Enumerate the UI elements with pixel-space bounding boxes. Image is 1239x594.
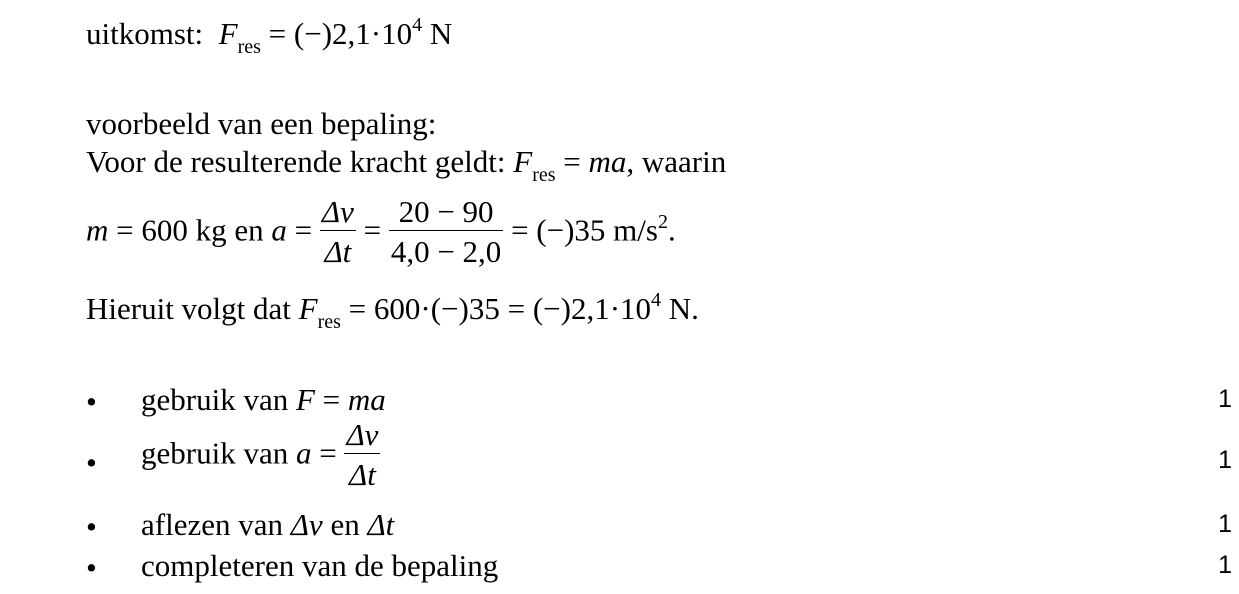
delta-v: Δv: [290, 507, 323, 542]
score-value: 1: [1218, 385, 1232, 413]
criterion-label: gebruik van: [141, 382, 296, 417]
mass-value: = 600 kg en: [108, 212, 272, 248]
unit-exponent: 2: [657, 210, 668, 233]
example-line-2: [86, 144, 727, 186]
fraction-numerator: Δv: [321, 194, 354, 229]
example-heading: [86, 108, 436, 139]
force-calculation: = 600·(−)35 = (−)2,1·10: [340, 291, 652, 326]
criterion-label: aflezen van: [141, 507, 291, 542]
bullet: •: [86, 445, 97, 480]
fraction-numerator: 20 − 90: [389, 196, 503, 231]
list-item: [0, 509, 1239, 549]
bullet: •: [86, 384, 97, 419]
delta-fraction: [320, 196, 356, 267]
connector-text: en: [322, 507, 368, 542]
example-heading-text: voorbeeld van een bepaling:: [86, 106, 437, 141]
force-symbol: F: [218, 16, 238, 51]
fraction-numerator: Δv: [346, 417, 379, 452]
delta-fraction: [344, 419, 380, 490]
example-line-4-text: Hieruit volgt dat: [86, 291, 299, 326]
ma-term: ma: [588, 144, 627, 179]
bullet: •: [86, 509, 97, 544]
equals-sign: =: [355, 212, 389, 248]
force-symbol: F: [295, 382, 315, 417]
force-unit: N.: [661, 291, 699, 326]
criterion-label: gebruik van: [141, 435, 296, 471]
list-item: [0, 384, 1239, 424]
res-subscript: res: [532, 164, 556, 186]
criterion-text: [141, 384, 386, 415]
acceleration-symbol: a: [271, 212, 287, 248]
delta-t: Δt: [367, 507, 395, 542]
example-line-3: [86, 194, 676, 269]
force-symbol: F: [298, 291, 318, 326]
list-item: [0, 550, 1239, 590]
result-value: = (−)2,1·10: [260, 16, 413, 51]
acceleration-result: = (−)35 m/s: [503, 212, 658, 248]
res-subscript: res: [237, 36, 261, 58]
example-line-4: [86, 289, 699, 333]
criterion-text: [141, 509, 394, 540]
score-value: 1: [1218, 446, 1232, 474]
equals-sign: =: [311, 435, 345, 471]
score-value: 1: [1218, 510, 1232, 538]
result-line: [86, 14, 453, 58]
ma-term: ma: [347, 382, 386, 417]
result-exponent: 4: [412, 14, 423, 36]
example-line-2-tail: , waarin: [626, 144, 727, 179]
fraction-denominator: 4,0 − 2,0: [390, 234, 502, 269]
criterion-text: completeren van de bepaling: [141, 548, 499, 583]
equals-sign: =: [555, 144, 589, 179]
force-symbol: F: [513, 144, 533, 179]
fraction-denominator: Δt: [349, 457, 376, 492]
bullet: •: [86, 550, 97, 585]
example-line-2-text: Voor de resulterende kracht geldt:: [86, 144, 514, 179]
mass-symbol: m: [86, 212, 109, 248]
result-label: uitkomst:: [86, 16, 204, 51]
score-value: 1: [1218, 551, 1232, 579]
criterion-text: [141, 417, 380, 492]
period: .: [667, 212, 676, 248]
numeric-fraction: [389, 196, 503, 267]
equals-sign: =: [286, 212, 320, 248]
acceleration-symbol: a: [295, 435, 312, 471]
equals-sign: =: [314, 382, 348, 417]
fraction-denominator: Δt: [324, 234, 352, 269]
force-exponent: 4: [651, 289, 662, 311]
res-subscript: res: [317, 311, 341, 333]
result-unit: N: [422, 16, 453, 51]
